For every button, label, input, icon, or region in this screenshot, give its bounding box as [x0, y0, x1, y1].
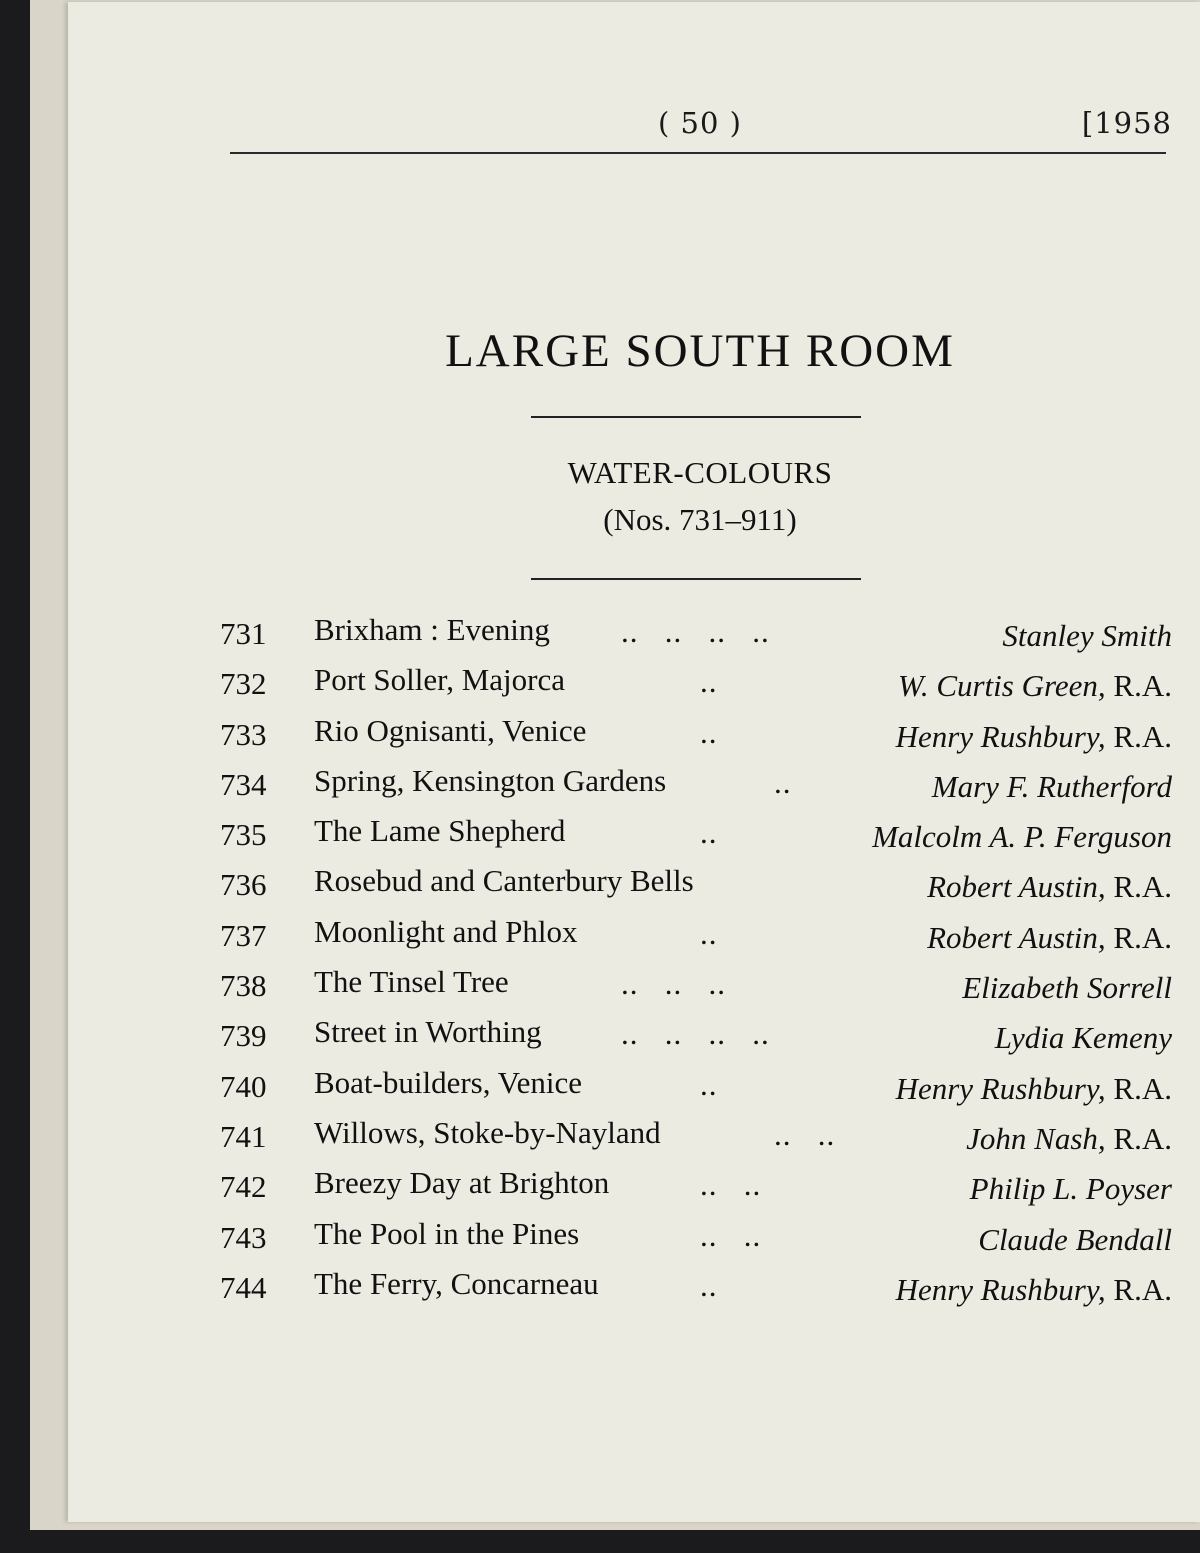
entry-artist — [927, 869, 1172, 905]
dot-leaders: .. — [700, 815, 718, 851]
artist-suffix: R.A. — [1113, 668, 1172, 704]
artist-suffix: R.A. — [1113, 1271, 1172, 1307]
entry-artist — [978, 1222, 1172, 1258]
dot-leaders: .. — [700, 664, 718, 700]
entry-number: 742 — [220, 1169, 267, 1205]
list-item — [216, 1012, 1176, 1062]
list-item — [216, 962, 1176, 1012]
entry-artist — [962, 970, 1172, 1006]
dot-leaders: .. .. .. .. — [621, 614, 770, 649]
dot-leaders: .. .. — [700, 1217, 762, 1253]
running-year: [1958 — [1081, 106, 1172, 140]
dot-leaders: .. — [700, 1066, 718, 1102]
artist-name: Stanley Smith — [1002, 618, 1172, 653]
entry-title: Breezy Day at Brighton — [314, 1165, 610, 1201]
entry-title: The Tinsel Tree — [314, 964, 509, 1000]
title-rule-bottom — [531, 578, 861, 580]
entry-title: Port Soller, Majorca — [314, 662, 566, 698]
dot-leaders: .. .. — [700, 1167, 762, 1203]
list-item — [216, 1264, 1176, 1314]
artist-suffix: R.A. — [1113, 1070, 1172, 1106]
artist-name: W. Curtis Green, — [897, 668, 1106, 704]
entry-title: Willows, Stoke-by-Nayland — [314, 1114, 661, 1150]
list-item — [216, 861, 1176, 911]
entry-list — [216, 610, 1176, 1314]
entry-artist — [970, 1171, 1172, 1207]
entry-number: 743 — [220, 1219, 267, 1255]
artist-name: Claude Bendall — [978, 1221, 1172, 1257]
list-item — [216, 711, 1176, 761]
entry-artist — [898, 668, 1172, 704]
header-rule — [230, 152, 1166, 154]
entry-artist — [896, 1272, 1172, 1308]
dot-leaders: .. .. .. — [621, 966, 726, 1002]
artist-name: Lydia Kemeny — [994, 1020, 1172, 1056]
dot-leaders: .. — [700, 714, 718, 750]
entry-title: The Lame Shepherd — [314, 813, 566, 849]
entry-title: Moonlight and Phlox — [314, 913, 578, 949]
entry-number: 734 — [220, 766, 267, 802]
entry-artist — [1002, 618, 1172, 654]
entry-number: 737 — [220, 917, 267, 953]
entry-artist — [995, 1020, 1172, 1056]
entry-number: 731 — [220, 616, 267, 651]
list-item — [216, 610, 1176, 660]
artist-name: Henry Rushbury, — [895, 718, 1106, 754]
artist-name: John Nash, — [966, 1120, 1106, 1156]
list-item — [216, 1214, 1176, 1264]
artist-name: Robert Austin, — [927, 869, 1106, 905]
artist-name: Mary F. Rutherford — [931, 768, 1172, 804]
artist-name: Henry Rushbury, — [895, 1070, 1106, 1106]
entry-title: The Ferry, Concarneau — [314, 1265, 599, 1301]
dot-leaders: .. — [700, 1267, 718, 1303]
artist-name: Malcolm A. P. Ferguson — [872, 819, 1172, 855]
entry-title: Spring, Kensington Gardens — [314, 762, 667, 798]
entry-number: 739 — [220, 1018, 267, 1054]
section-range: (Nos. 731–911) — [603, 502, 797, 537]
entry-number: 738 — [220, 968, 267, 1004]
list-item — [216, 1113, 1176, 1163]
entry-title: Rosebud and Canterbury Bells — [314, 863, 694, 899]
list-item — [216, 811, 1176, 861]
entry-artist — [927, 920, 1172, 956]
entry-number: 733 — [220, 716, 267, 752]
entry-artist — [896, 1071, 1172, 1107]
artist-name: Philip L. Poyser — [969, 1171, 1172, 1207]
artist-suffix: R.A. — [1113, 718, 1172, 754]
entry-number: 741 — [220, 1118, 267, 1154]
entry-number: 740 — [220, 1068, 267, 1104]
room-title: LARGE SOUTH ROOM — [445, 325, 955, 377]
entry-number: 736 — [220, 867, 267, 903]
entry-title: Street in Worthing — [314, 1014, 542, 1050]
artist-suffix: R.A. — [1113, 919, 1172, 955]
entry-number: 744 — [220, 1269, 267, 1305]
list-item — [216, 761, 1176, 811]
entry-artist — [966, 1121, 1172, 1157]
entry-number: 735 — [220, 817, 267, 853]
section-title: WATER-COLOURS — [567, 455, 833, 490]
entry-title: Brixham : Evening — [314, 612, 550, 647]
artist-name: Robert Austin, — [927, 919, 1106, 955]
entry-number: 732 — [220, 666, 267, 702]
entry-title: Rio Ognisanti, Venice — [314, 712, 587, 748]
title-rule-top — [531, 416, 861, 418]
dot-leaders: .. .. .. .. — [621, 1016, 770, 1052]
page-number: ( 50 ) — [658, 106, 742, 140]
artist-suffix: R.A. — [1113, 869, 1172, 905]
artist-name: Henry Rushbury, — [895, 1271, 1106, 1307]
artist-suffix: R.A. — [1113, 1120, 1172, 1156]
list-item — [216, 912, 1176, 962]
list-item — [216, 660, 1176, 710]
list-item — [216, 1063, 1176, 1113]
dot-leaders: .. .. — [774, 1116, 836, 1152]
list-item — [216, 1163, 1176, 1213]
entry-artist — [932, 769, 1172, 805]
entry-title: The Pool in the Pines — [314, 1215, 580, 1251]
entry-artist — [896, 719, 1172, 755]
entry-title: Boat-builders, Venice — [314, 1064, 583, 1100]
artist-name: Elizabeth Sorrell — [962, 970, 1172, 1006]
entry-artist — [872, 819, 1172, 855]
dot-leaders: .. — [700, 915, 718, 951]
dot-leaders: .. — [774, 764, 792, 800]
